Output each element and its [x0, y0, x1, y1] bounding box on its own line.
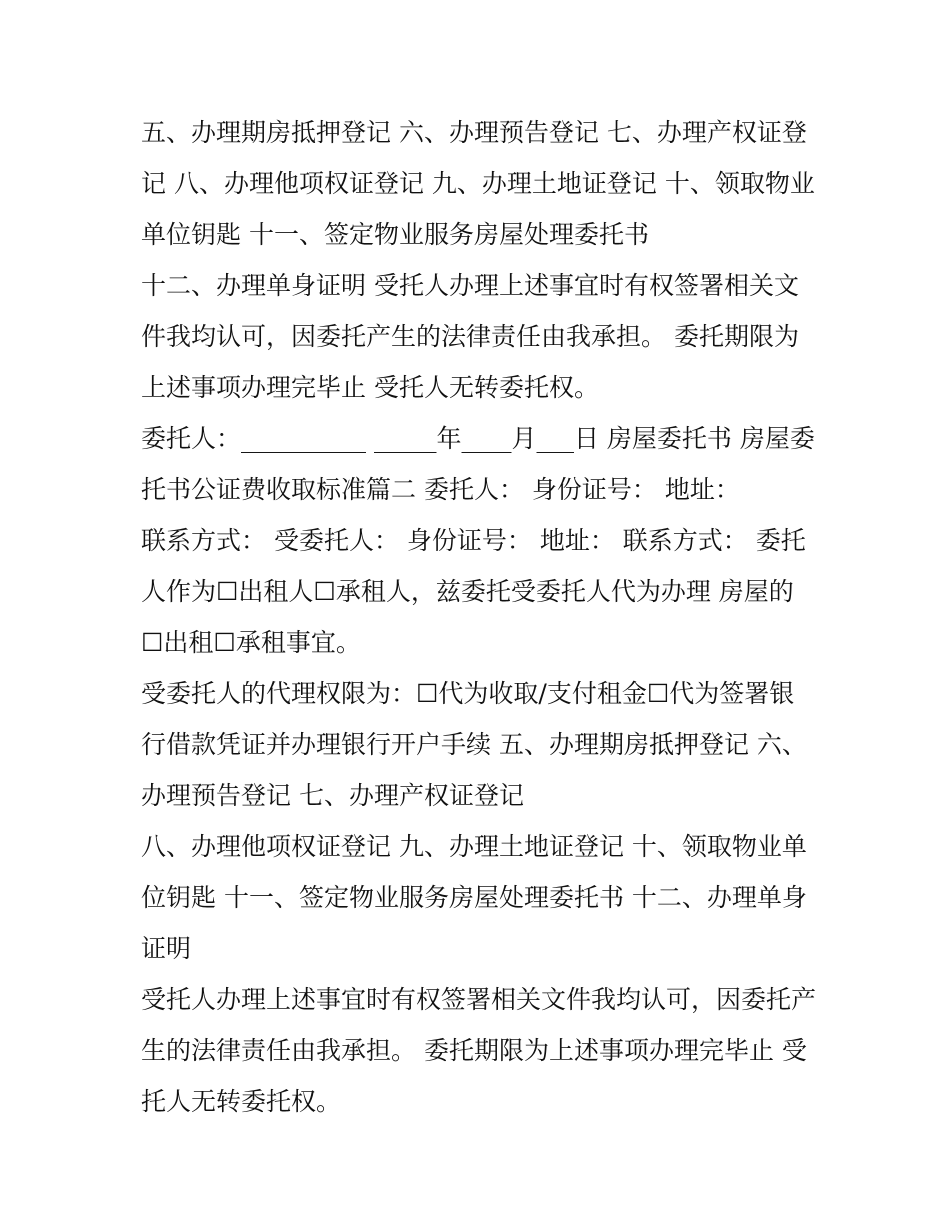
document-body	[141, 107, 817, 1127]
text-line: 受委托人的代理权限为：☐代为收取/支付租金☐代为签署银	[141, 679, 795, 708]
text-line: 托书公证费收取标准篇二 委托人： 身份证号： 地址：	[141, 475, 740, 504]
text-line: 生的法律责任由我承担。 委托期限为上述事项办理完毕止 受	[141, 1036, 807, 1065]
text-line: ☐出租☐承租事宜。	[141, 628, 361, 657]
text-line: 联系方式： 受委托人： 身份证号： 地址： 联系方式： 委托	[141, 526, 806, 555]
text-line: 八、办理他项权证登记 九、办理土地证登记 十、领取物业单	[141, 832, 807, 861]
text-line: 人作为☐出租人☐承租人，兹委托受委托人代为办理 房屋的	[141, 577, 794, 606]
text-line: 委托人：__________ _____年____月___日 房屋委托书 房屋委	[141, 424, 815, 453]
text-line: 证明	[141, 934, 192, 963]
text-line: 行借款凭证并办理银行开户手续 五、办理期房抵押登记 六、	[141, 730, 807, 759]
text-line: 五、办理期房抵押登记 六、办理预告登记 七、办理产权证登	[141, 118, 807, 147]
text-line: 十二、办理单身证明 受托人办理上述事宜时有权签署相关文	[141, 271, 799, 300]
text-line: 记 八、办理他项权证登记 九、办理土地证登记 十、领取物业	[141, 169, 815, 198]
text-line: 单位钥匙 十一、签定物业服务房屋处理委托书	[141, 220, 649, 249]
text-line: 托人无转委托权。	[141, 1087, 342, 1116]
text-line: 受托人办理上述事宜时有权签署相关文件我均认可，因委托产	[141, 985, 817, 1014]
text-line: 上述事项办理完毕止 受托人无转委托权。	[141, 373, 599, 402]
text-line: 位钥匙 十一、签定物业服务房屋处理委托书 十二、办理单身	[141, 883, 807, 912]
text-line: 办理预告登记 七、办理产权证登记	[141, 781, 524, 810]
text-line: 件我均认可，因委托产生的法律责任由我承担。 委托期限为	[141, 322, 799, 351]
